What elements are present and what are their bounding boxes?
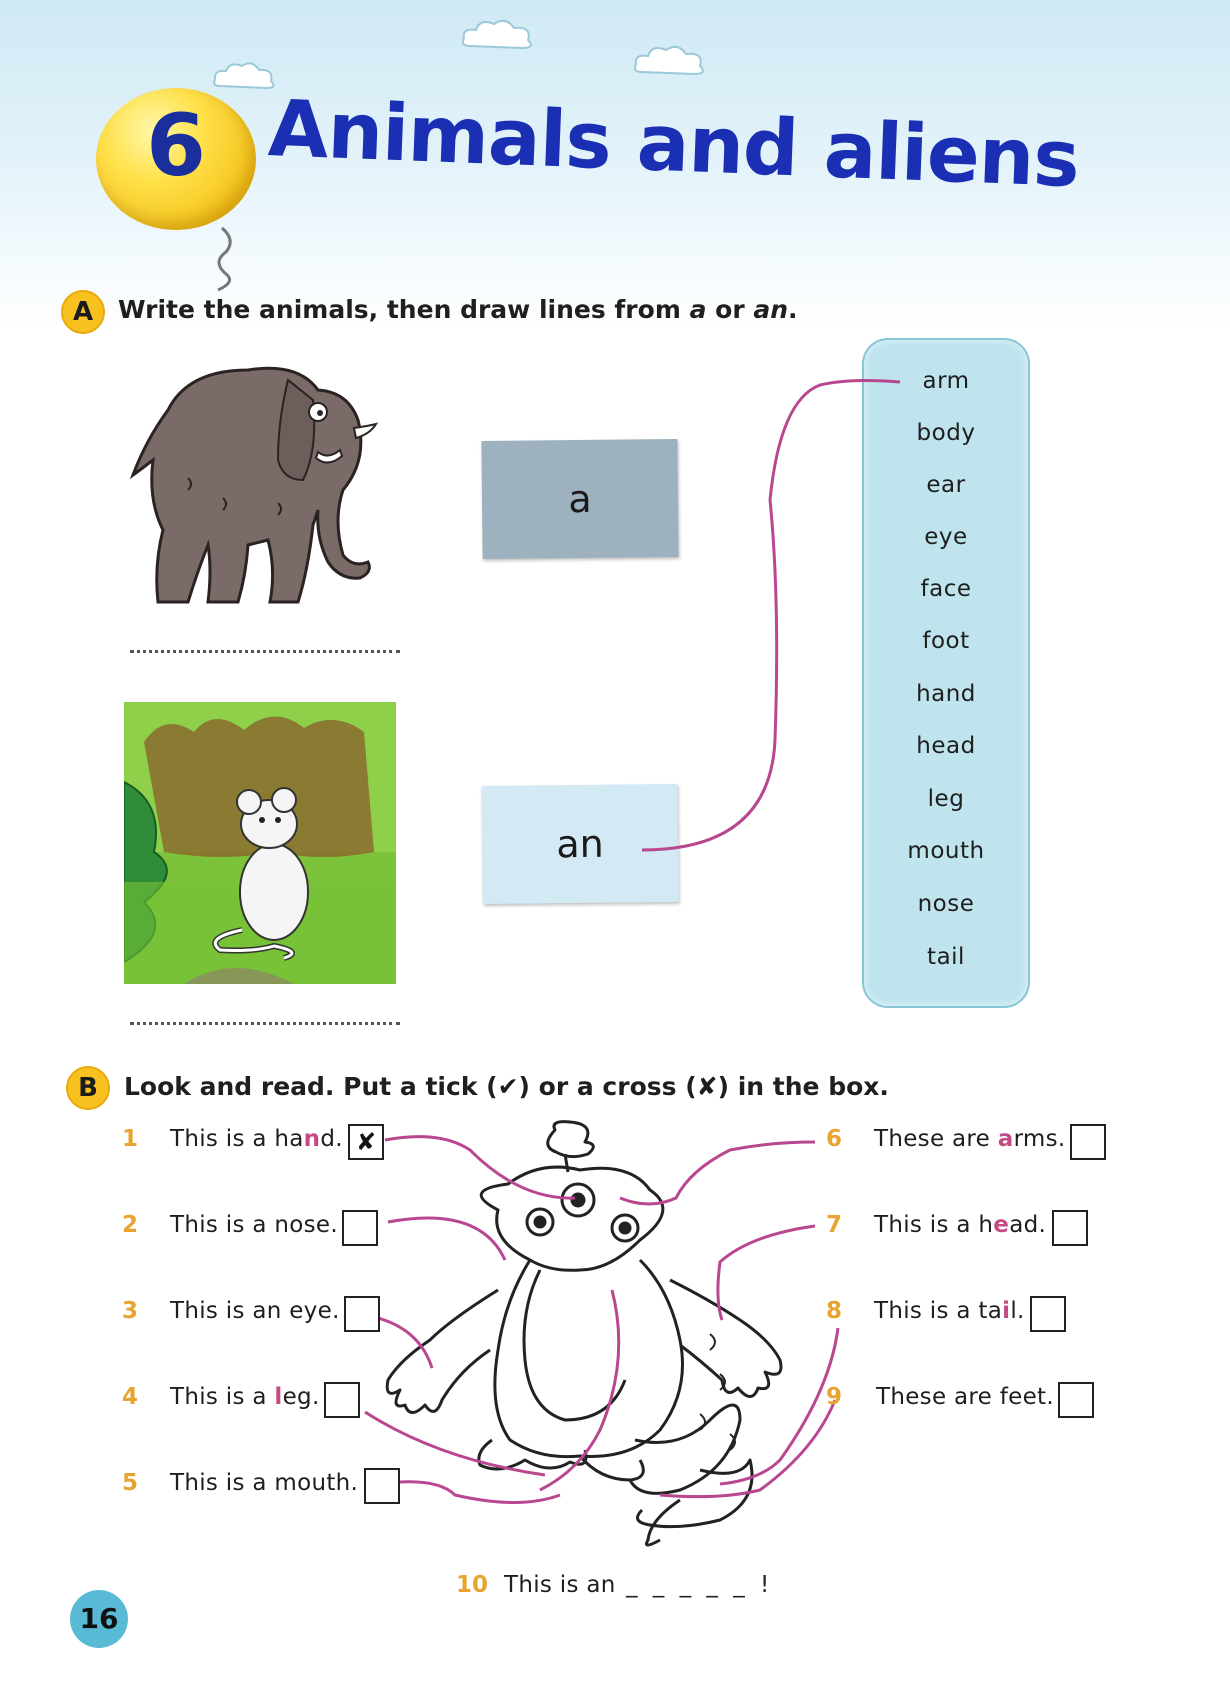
item-number: 8 [826,1298,843,1324]
unit-title: Animals and aliens [266,84,1081,206]
item-number: 6 [826,1126,843,1152]
word-item[interactable]: eye [924,524,968,550]
section-a-badge: A [61,290,105,334]
answer-checkbox[interactable] [342,1210,378,1246]
item-sentence: This is a hand. [170,1126,343,1152]
answer-checkbox[interactable] [1070,1124,1106,1160]
answer-checkbox[interactable] [1058,1382,1094,1418]
item-sentence: These are arms. [874,1126,1066,1152]
item-sentence: This is a head. [874,1212,1047,1238]
word-item[interactable]: ear [926,472,966,498]
answer-checkbox[interactable] [324,1382,360,1418]
item-number: 3 [122,1298,139,1324]
cloud-icon [458,16,538,54]
item-sentence: This is a nose. [170,1212,338,1238]
section-b-badge: B [66,1066,110,1110]
item-number: 1 [122,1126,139,1152]
item-number: 10 [456,1572,489,1598]
item-number: 2 [122,1212,139,1238]
item-number: 7 [826,1212,843,1238]
word-item[interactable]: tail [927,944,965,970]
word-item[interactable]: hand [916,681,976,707]
answer-checkbox[interactable] [364,1468,400,1504]
section-a-instruction: Write the animals, then draw lines from a or an. [118,295,798,324]
elephant-picture [128,340,388,610]
answer-checkbox[interactable]: ✘ [348,1124,384,1160]
item-sentence: This is a mouth. [170,1470,359,1496]
word-list-box [862,338,1030,1008]
item-sentence: This is a tail. [874,1298,1025,1324]
item-number: 9 [826,1384,843,1410]
answer-checkbox[interactable] [1030,1296,1066,1332]
answer-checkbox[interactable] [1052,1210,1088,1246]
item-sentence: This is an eye. [170,1298,340,1324]
article-card-an[interactable]: an [481,784,678,904]
item-sentence: This is a leg. [170,1384,320,1410]
item-number: 4 [122,1384,139,1410]
item-sentence: These are feet. [876,1384,1054,1410]
word-item[interactable]: leg [927,786,965,812]
answer-blank[interactable]: _ _ _ _ _ ! [626,1572,774,1598]
word-item[interactable]: mouth [907,838,985,864]
item-sentence: This is an [504,1572,616,1598]
word-item[interactable]: arm [922,368,970,394]
cloud-icon [630,40,710,80]
item-number: 5 [122,1470,139,1496]
answer-checkbox[interactable] [344,1296,380,1332]
answer-line-1[interactable] [130,650,400,653]
word-item[interactable]: head [916,733,976,759]
answer-line-2[interactable] [130,1022,400,1025]
page-number: 16 [70,1590,128,1648]
article-card-a[interactable]: a [481,439,678,559]
word-item[interactable]: face [920,576,972,602]
word-item[interactable]: body [916,420,976,446]
word-item[interactable]: foot [922,628,970,654]
section-b-instruction: Look and read. Put a tick (✔) or a cross (✘) in the box. [124,1072,889,1101]
mouse-picture [124,702,396,984]
unit-number: 6 [146,96,206,196]
alien-picture [380,1120,820,1550]
word-item[interactable]: nose [917,891,975,917]
